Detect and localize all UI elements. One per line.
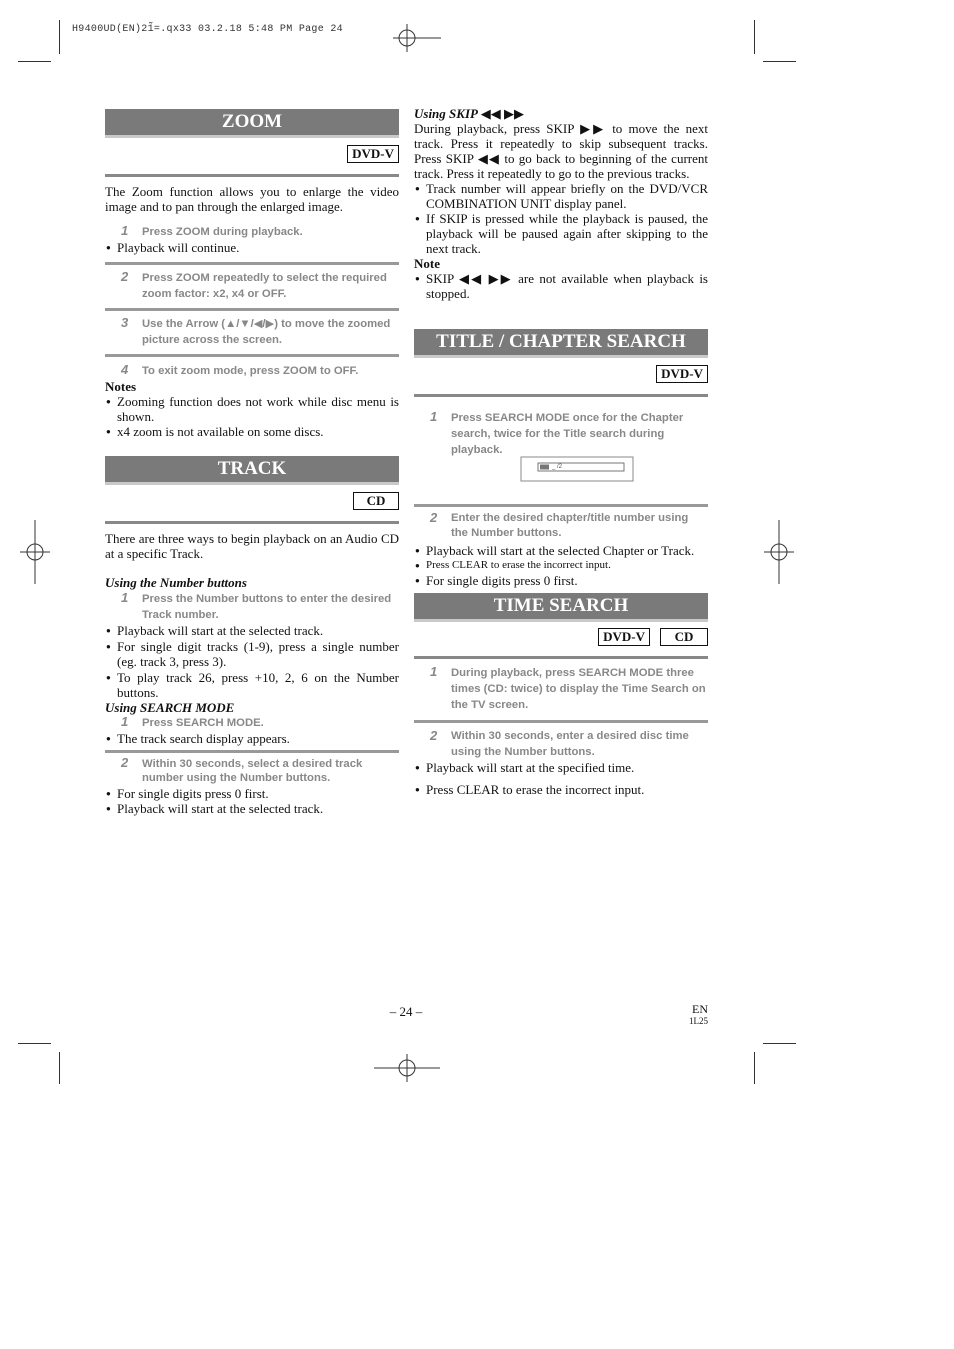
dvd-v-tag: DVD-V: [656, 365, 708, 383]
cd-tag: CD: [353, 492, 399, 510]
list-item: ● Press CLEAR to erase the incorrect input.: [414, 558, 708, 573]
crop-mark: [763, 61, 796, 62]
list-item: ● Zooming function does not work while disc menu is shown.: [105, 394, 399, 424]
zoom-intro: The Zoom function allows you to enlarge the video image and to pan through the enlarged image.: [105, 184, 399, 214]
chapter-screen-illustration: [414, 458, 708, 496]
page-number: – 24 –: [389, 1004, 423, 1019]
track-search-step-2: 2 Within 30 seconds, select a desired track number using the Number buttons.: [121, 755, 363, 784]
chapter-search-title: TITLE / CHAPTER SEARCH: [414, 329, 708, 358]
zoom-step-3: 3 Use the Arrow (▲/▼/◀/▶) to move the zoomed picture across the screen.: [121, 315, 391, 346]
zoom-title: ZOOM: [105, 109, 399, 138]
time-step-2: 2 Within 30 seconds, enter a desired disc time using the Number buttons.: [430, 728, 689, 758]
divider: [414, 656, 708, 659]
list-item: ● The track search display appears.: [105, 731, 399, 746]
crop-mark: [59, 1052, 60, 1084]
crop-mark: [763, 1043, 796, 1044]
registration-mark-icon: [374, 1054, 440, 1082]
divider: [105, 354, 399, 357]
track-number-step-1: 1 Press the Number buttons to enter the desired Track number.: [121, 590, 392, 621]
registration-mark-icon: [764, 520, 794, 584]
dvd-v-tag: DVD-V: [598, 628, 650, 646]
registration-mark-icon: [20, 520, 50, 584]
track-intro: There are three ways to begin playback on an Audio CD at a specific Track.: [105, 531, 399, 561]
list-item: ● For single digits press 0 first.: [414, 573, 708, 588]
divider: [105, 174, 399, 177]
list-item: ● For single digit tracks (1-9), press a single number (eg. track 3, press 3).: [105, 639, 399, 669]
list-item: ● For single digits press 0 first.: [105, 786, 399, 801]
list-item: ● Playback will start at the specified time.: [414, 760, 708, 775]
divider: [105, 750, 399, 753]
list-item: ● Playback will start at the selected Chapter or Track.: [414, 543, 708, 558]
list-item: ● Playback will continue.: [105, 240, 399, 255]
list-item: ● Playback will start at the selected track.: [105, 801, 399, 816]
divider: [414, 394, 708, 397]
time-search-title: TIME SEARCH: [414, 593, 708, 622]
list-item: ● If SKIP is pressed while the playback is paused, the playback will be paused again after skipping to the next track.: [414, 211, 708, 256]
time-search-section: [414, 593, 708, 797]
chapter-step-1: 1 Press SEARCH MODE once for the Chapter search, twice for the Title search during playback.: [430, 409, 684, 456]
print-header: H9400UD(EN)21̃=.qx33 03.2.18 5:48 PM Page 24: [72, 24, 343, 35]
chapter-step-2: 2 Enter the desired chapter/title number using the Number buttons.: [430, 510, 689, 539]
zoom-notes-heading: Notes: [105, 379, 137, 394]
list-item: ● Playback will start at the selected track.: [105, 623, 399, 638]
list-item: ● Press CLEAR to erase the incorrect input.: [414, 782, 708, 797]
chapter-search-section: [414, 329, 708, 588]
crop-mark: [754, 20, 755, 54]
skip-note-heading: Note: [414, 256, 440, 271]
skip-heading: Using SKIP ◀◀ ▶▶: [414, 106, 524, 121]
zoom-step-2: 2 Press ZOOM repeatedly to select the required zoom factor: x2, x4 or OFF.: [121, 269, 387, 300]
divider: [414, 720, 708, 723]
crop-mark: [754, 1052, 755, 1084]
screen-text: _ /2: [552, 464, 563, 470]
dvd-v-tag: DVD-V: [347, 145, 399, 163]
list-item: ● To play track 26, press +10, 2, 6 on the Number buttons.: [105, 670, 399, 700]
list-item: ● SKIP ◀◀ ▶▶ are not available when playback is stopped.: [414, 271, 708, 301]
registration-mark-icon: [393, 24, 441, 52]
crop-mark: [59, 20, 60, 54]
divider: [105, 521, 399, 524]
tv-screen-icon: [519, 455, 635, 485]
time-step-1: 1 During playback, press SEARCH MODE three times (CD: twice) to display the Time Search on the TV screen.: [430, 664, 706, 711]
crop-mark: [18, 61, 51, 62]
cd-tag: CD: [660, 628, 708, 646]
track-section: [105, 456, 399, 816]
list-item: ● x4 zoom is not available on some discs.: [105, 424, 399, 439]
zoom-step-4: 4 To exit zoom mode, press ZOOM to OFF.: [121, 362, 359, 377]
search-mode-heading: Using SEARCH MODE: [105, 700, 235, 715]
skip-section: [414, 106, 708, 301]
divider: [414, 504, 708, 507]
language-label: EN: [692, 1002, 708, 1016]
track-title: TRACK: [105, 456, 399, 485]
skip-paragraph: During playback, press SKIP ▶▶ to move the next track. Press it repeatedly to skip subsequent tracks. Press SKIP ◀◀ to go back to beginning of the current track. Press it repeatedly to go to the previous tracks.: [414, 121, 708, 181]
zoom-step-1: 1 Press ZOOM during playback.: [121, 223, 303, 238]
number-buttons-heading: Using the Number buttons: [105, 575, 247, 590]
list-item: ● Track number will appear briefly on the DVD/VCR COMBINATION UNIT display panel.: [414, 181, 708, 211]
zoom-section: [105, 109, 399, 439]
track-search-step-1: 1 Press SEARCH MODE.: [121, 714, 264, 729]
divider: [105, 262, 399, 265]
crop-mark: [18, 1043, 51, 1044]
doc-code: 1L25: [689, 1016, 708, 1026]
divider: [105, 308, 399, 311]
